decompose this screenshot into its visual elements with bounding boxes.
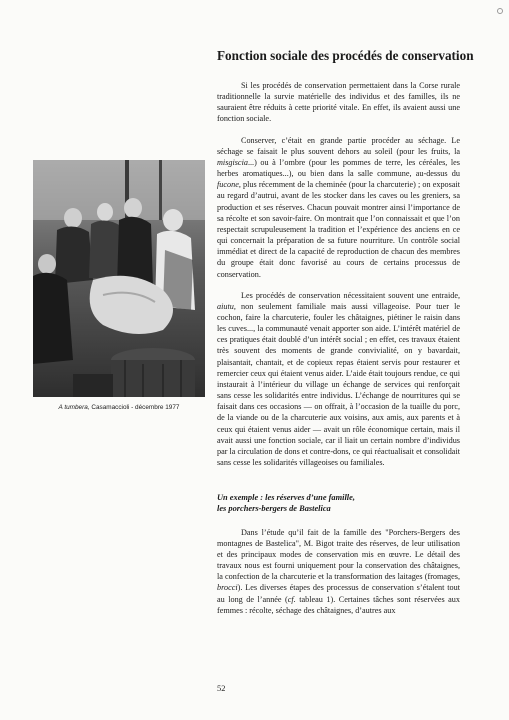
- subheading-line-1: Un exemple : les réserves d’une famille,: [217, 493, 355, 503]
- text-run: Les procédés de conservation nécessitaient souvent une entraide,: [241, 290, 460, 300]
- page-title: Fonction sociale des procédés de conservation: [217, 48, 474, 63]
- term-fucone: fucone: [217, 180, 239, 190]
- section-subheading: [217, 492, 460, 514]
- text-run: , plus récemment de la cheminée (pour la charcuterie) ; on exposait au regard d’autrui, avant de les stocker dans les caves ou les greniers, sa production et ses réserves. Chacun pouvait montrer ainsi l’importance de sa récolte et son savoir-faire. On montrait que l’on connaissait et que l’on respectait scrupuleusement la tradition et l’expérience des anciens en ce qui concernait la préparation de sa future nourriture. Un contrôle social immédiat et direct de la capacité de reproduction de chacun des membres du groupe était donc favorisé au cours de certains processus de conservation.: [217, 180, 460, 279]
- body-column: [217, 80, 460, 616]
- paragraph-entraide: [217, 290, 460, 469]
- text-run: ...) ou à l’ombre (pour les pommes de terre, les céréales, les herbes aromatiques...), ou bien dans la salle commune, au-dessus du: [217, 157, 460, 179]
- caption-text: Casamaccioli - décembre 1977: [89, 404, 180, 411]
- text-run: ). Les diverses étapes des processus de conservation s’étalent tout au long de l’année (: [217, 583, 460, 604]
- photograph-tumbera: [33, 160, 205, 397]
- registration-mark: [497, 8, 503, 14]
- text-run: Dans l’étude qu’il fait de la famille des "Porchers-Bergers des montagnes de Bastelica", M. Bigot traite des réserves, de leur utilisation et des principaux modes de conservation mis en œuvre. Le détail des travaux nous est fourni uniquement pour la conservation des châtaignes, la confection de la charcuterie et la transformation des laitages (fromages,: [217, 527, 460, 582]
- page-number: 52: [217, 684, 226, 693]
- subheading-line-2: les porchers-bergers de Bastelica: [217, 504, 331, 514]
- text-run: Conserver, c’était en grande partie procéder au séchage. Le séchage se faisait le plus souvent dehors au soleil (pour les fruits, la: [217, 135, 460, 156]
- paragraph-intro: Si les procédés de conservation permettaient dans la Corse rurale traditionnelle la survie matérielle des individus et des familles, ils ne sauraient être réduits à cette priorité vitale. En effet, ils avaient aussi une fonction sociale.: [217, 81, 460, 124]
- caption-italic: A tumbera,: [58, 404, 90, 411]
- term-brocci: brocci: [217, 583, 238, 593]
- text-run: , non seulement familiale mais aussi villageoise. Pour tuer le cochon, faire la charcuterie, fouler les châtaignes, piétiner le raisin dans les cuves..., la communauté venait apporter son aide. L’intérêt matériel de ces pratiques était doublé d’un intérêt social ; en effet, ces travaux étaient très souvent des moments de grande convivialité, on y bavardait, plaisantait, chantait, et de copieux repas étaient servis pour restaurer et remercier ceux qui étaient venus aider. L’aide était toujours rendue, ce qui instaurait à l’intérieur du village un échange de services qui renforçait sans cesse les solidarités entre individus. L’échange de nourritures qui se faisait dans ces occasions — on offrait, à l’occasion de la tuaille du porc, de la viande ou de la charcuterie aux voisins, aux amis, aux parents et à ceux qui étaient venus aider — avait un rôle économique certain, mais il avait aussi une fonction sociale, car il liait un certain nombre d’individus par la circulation de dons et contre-dons, ce qui réactualisait et consolidait sans cesse les solidarités villageoises ou familiales.: [217, 301, 460, 467]
- paragraph-sechage: [217, 135, 460, 280]
- text-run: tableau 1). Certaines tâches sont réservées aux femmes : récolte, séchage des châtaignes, d’autres aux: [217, 594, 460, 615]
- paragraph-bastelica: [217, 527, 460, 616]
- term-cf: cf.: [287, 594, 296, 604]
- photo-caption: [33, 404, 205, 411]
- term-misgiscia: misgiscia: [217, 157, 248, 167]
- term-aiutu: aiutu: [217, 301, 234, 311]
